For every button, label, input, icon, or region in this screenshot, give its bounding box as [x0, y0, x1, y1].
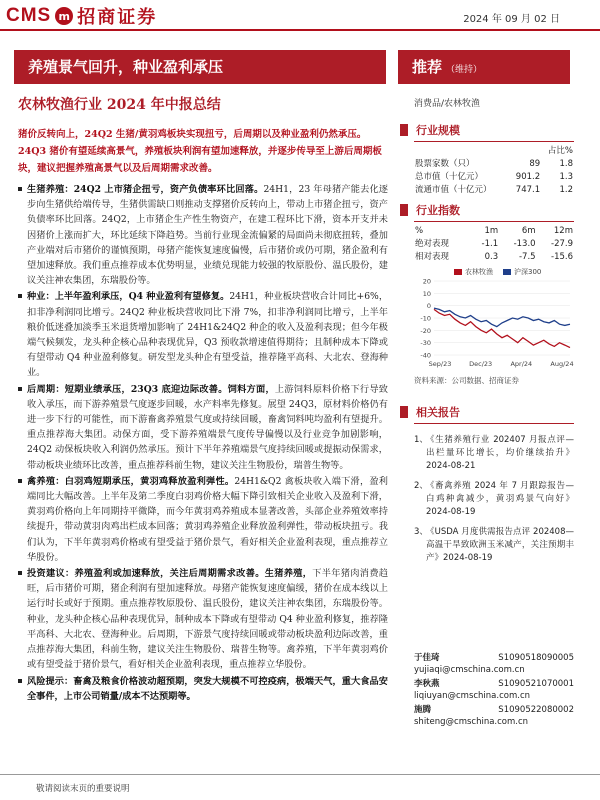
section-title: 行业规模	[414, 122, 574, 142]
header-divider	[0, 29, 600, 31]
paragraph-text: 24H1&Q2 禽板块收入端下滑，盈利端同比大幅改善。上半年及第二季度白羽鸡价格大幅下降引致相关企业收入及盈利下滑，黄羽鸡价格向上年同期持平微降，而今年黄羽鸡养殖成本显著改善，头部企业养殖效率持续提升，带动黄羽肉鸡出栏成本回落；黄羽鸡养殖企业释放盈利弹性，带动板块扭亏。我们认为，下半年黄羽鸡价格或有望受益于猪价景气，看好相关企业盈利表现，重点推荐立华股份。	[27, 475, 388, 563]
industry-category: 消费品/农林牧渔	[414, 99, 481, 109]
analyst-email[interactable]: liqiuyan@cmschina.com.cn	[414, 691, 531, 701]
logo-en: CMS	[6, 5, 52, 26]
legend-item	[454, 267, 493, 277]
y-tick-label: 0	[426, 302, 431, 311]
risk-paragraph	[18, 674, 388, 704]
industry-index-section	[414, 202, 574, 386]
row-value: -27.9	[551, 239, 573, 249]
table-header	[414, 225, 574, 238]
chart-source: 资料来源：公司数据、招商证券	[414, 376, 519, 385]
row-label: 相对表现	[415, 252, 450, 262]
report-title-banner: 养殖景气回升，种业盈利承压	[14, 50, 386, 84]
report-summary: 猪价反转向上，24Q2 生猪/黄羽鸡板块实现扭亏，后周期以及种业盈利仍然承压。24Q3 猪价有望延续高景气，养殖板块利润有望加速释放，并逐步传导至上游后周期板块，建议把握养殖高景气以及后周期需求改善。	[18, 129, 382, 174]
col-header: %	[415, 226, 424, 236]
row-value: -1.1	[481, 239, 499, 249]
body-paragraph	[18, 182, 388, 288]
analyst-name: 李秋燕	[414, 679, 440, 689]
list-item[interactable]	[414, 434, 574, 473]
analyst-row	[414, 678, 574, 690]
legend-label: 农林牧渔	[465, 268, 493, 276]
row-value: 0.3	[484, 252, 499, 262]
item-text: 《USDA 月度供需报告点评 202408—高温干旱致欧洲玉米减产，关注预期丰产》2024-08-19	[426, 527, 574, 563]
analyst-email[interactable]: shiteng@cmschina.com.cn	[414, 717, 529, 727]
paragraph-text: 24H1，种业板块营收合计同比+6%，扣非净利润同比增亏。24Q2 种业板块营收同比下滑 7%，扣非净利润同比增亏，上半年粮价低迷叠加淡季玉米退货增加影响了 24H1&24Q2 种企的收入及盈利表现；但今年极端气候频发，龙头种企核心品种表现优异，Q3 预收款增速值得期待；且制种成本下降或有望带动 Q4 种业盈利修复。研发型龙头种企有望受益，推荐隆平高科、大北农、登海种业。	[27, 291, 389, 379]
analyst-email[interactable]: yujiaqi@cmschina.com.cn	[414, 665, 525, 675]
item-text: 《畜禽养殖 2024 年 7 月跟踪报告—白鸡种禽减少，黄羽鸡景气向好》2024-08-19	[426, 481, 574, 517]
legend-swatch	[454, 269, 462, 275]
row-pct: 1.2	[559, 185, 573, 195]
logo-seal-icon: m	[55, 7, 73, 25]
paragraph-lead: 后周期：短期业绩承压，23Q3 底迎边际改善。饲料方面，	[27, 383, 275, 395]
body-paragraph	[18, 566, 388, 672]
body-paragraph	[18, 382, 388, 473]
series-line	[434, 308, 570, 327]
analysts-section	[414, 652, 574, 730]
item-text: 《生猪养殖行业 202407 月报点评—出栏量环比增长，均价继续抬升》2024-08-21	[426, 435, 574, 471]
rating-banner	[398, 50, 570, 84]
x-tick-label: Apr/24	[510, 360, 533, 368]
paragraph-text: 24H1，23 年母猪产能去化逐步向生猪供给端传导，生猪供需缺口则推动支撑猪价反转向上，带动上市猪企扭亏，资产负债率环比回落。24Q2，上市猪企生产性生物资产，在建工程环比下滑，资本开支并未因猪价上涨而扩大，环比延续下降趋势。当前行业现金流偏紧的局面尚未彻底扭转，叠加产业端对后市猪价的谨慎预期，母猪产能恢复速度偏慢，后市猪价或仍可期，猪企盈利有望加速释放。我们重点推荐成本优势明显，业绩兑现能力较强的牧原股份、温氏股份，建议关注神农集团，东瑞股份等。	[27, 184, 388, 287]
paragraph-lead: 风险提示：畜禽及粮食价格波动超预期，突发大规模不可控疫病，极端天气，重大食品安全事件，上市公司销量/成本不达预期等。	[27, 675, 388, 702]
x-tick-label: Aug/24	[550, 360, 574, 368]
row-value: -15.6	[551, 252, 573, 262]
row-label: 流通市值（十亿元）	[415, 185, 492, 195]
paragraph-text: 上游饲料原料价格下行导致收入承压，而下游养殖景气度逐步回暖，水产料率先修复。展望 24Q3，原材料价格仍有进一步下行的可能性，而下游畜禽养殖景气度或持续回暖，畜禽饲料吨均盈利有望提升。重点推荐海大集团。动保方面，受下游养殖端景气度传导偏慢以及行业竞争加剧影响，24Q2 动保板块收入利润仍然承压。预计下半年养殖端景气度持续回暖或提振动保需求，带动板块业绩环比改善，重点推荐科前生物，建议关注生物股份，瑞普生物等。	[27, 383, 388, 471]
y-tick-label: -10	[420, 314, 431, 323]
paragraph-lead: 种业：上半年盈利承压，Q4 种业盈利有望修复。	[27, 291, 230, 303]
report-body	[18, 182, 388, 705]
paragraph-lead: 投资建议：养殖盈利或加速释放，关注后周期需求改善。生猪养殖，	[27, 568, 313, 580]
logo-cn: 招商证券	[77, 7, 158, 28]
y-tick-label: -40	[420, 351, 431, 360]
analyst-cert: S1090522080002	[498, 705, 574, 715]
legend-swatch	[503, 269, 511, 275]
x-tick-label: Sep/23	[428, 360, 452, 368]
chart-legend	[414, 267, 574, 277]
index-line-chart	[414, 277, 574, 369]
industry-index-table	[414, 225, 574, 264]
table-row	[414, 251, 574, 264]
row-label: 总市值（十亿元）	[415, 172, 484, 182]
rating-note: （维持）	[446, 65, 483, 75]
x-tick-label: Dec/23	[469, 360, 493, 368]
analyst-cert: S1090518090005	[498, 653, 574, 663]
item-number: 3、	[414, 527, 428, 537]
y-tick-label: -30	[420, 339, 431, 348]
industry-scale-section	[414, 122, 574, 197]
rating: 推荐	[412, 58, 443, 76]
body-paragraph	[18, 474, 388, 565]
footer-divider	[0, 774, 600, 775]
series-line	[434, 309, 570, 347]
analyst-row	[414, 652, 574, 664]
row-value: 901.2	[515, 172, 541, 182]
col-header: 12m	[553, 226, 573, 236]
table-row	[414, 238, 574, 251]
y-tick-label: -20	[420, 326, 431, 335]
row-value: 89	[529, 159, 541, 169]
analyst-row	[414, 704, 574, 716]
row-label: 绝对表现	[415, 239, 450, 249]
y-tick-label: 20	[422, 277, 431, 286]
paragraph-lead: 禽养殖：白羽鸡短期承压，黄羽鸡释放盈利弹性。	[27, 475, 235, 487]
related-reports-list	[414, 434, 574, 565]
item-number: 2、	[414, 481, 428, 491]
footer-note: 敬请阅读末页的重要说明	[36, 784, 130, 794]
list-item[interactable]	[414, 526, 574, 565]
col-header: 1m	[484, 226, 499, 236]
paragraph-lead: 生猪养殖：24Q2 上市猪企扭亏，资产负债率环比回落。	[27, 184, 264, 195]
cms-logo	[6, 4, 157, 28]
y-tick-label: 10	[422, 289, 431, 298]
body-paragraph	[18, 289, 388, 380]
analyst-name: 于佳琦	[414, 653, 440, 663]
row-value: -7.5	[518, 252, 536, 262]
analyst-cert: S1090521070001	[498, 679, 574, 689]
item-number: 1、	[414, 435, 428, 445]
row-value: -13.0	[513, 239, 536, 249]
legend-item	[503, 267, 541, 277]
report-date: 2024 年 09 月 02 日	[463, 14, 560, 25]
paragraph-text: 下半年猪肉消费趋旺，后市猪价可期，猪企利润有望加速释放。母猪产能恢复速度偏缓，猪价在成本线以上运行时长或好于预期。重点推荐牧原股份、温氏股份，建议关注神农集团，东瑞股份等。种业，龙头种企核心品种表现优异，制种成本下降或有望带动 Q4 种业盈利修复，推荐隆平高科、大北农、登海种业。后周期，下游景气度持续回暖或带动板块盈利边际改善，重点推荐海大集团，科前生物，建议关注生物股份、瑞普生物等。禽养殖，下半年黄羽鸡价或有望受益于猪价景气，看好相关企业盈利表现，重点推荐立华股份。	[27, 568, 389, 671]
row-value: 747.1	[515, 185, 541, 195]
table-row	[414, 184, 574, 197]
col-header: 6m	[521, 226, 536, 236]
table-row	[414, 171, 574, 184]
table-row	[414, 158, 574, 171]
analyst-name: 施腾	[414, 705, 432, 715]
section-title: 行业指数	[414, 202, 574, 222]
col-header: 占比%	[547, 146, 573, 156]
section-title: 相关报告	[414, 404, 574, 424]
row-label: 股票家数（只）	[415, 159, 475, 169]
related-reports-section	[414, 404, 574, 572]
list-item[interactable]	[414, 480, 574, 519]
row-pct: 1.3	[559, 172, 573, 182]
industry-scale-table	[414, 145, 574, 197]
report-subtitle: 农林牧渔行业 2024 年中报总结	[18, 97, 221, 113]
row-pct: 1.8	[559, 159, 573, 169]
legend-label: 沪深300	[514, 268, 542, 276]
